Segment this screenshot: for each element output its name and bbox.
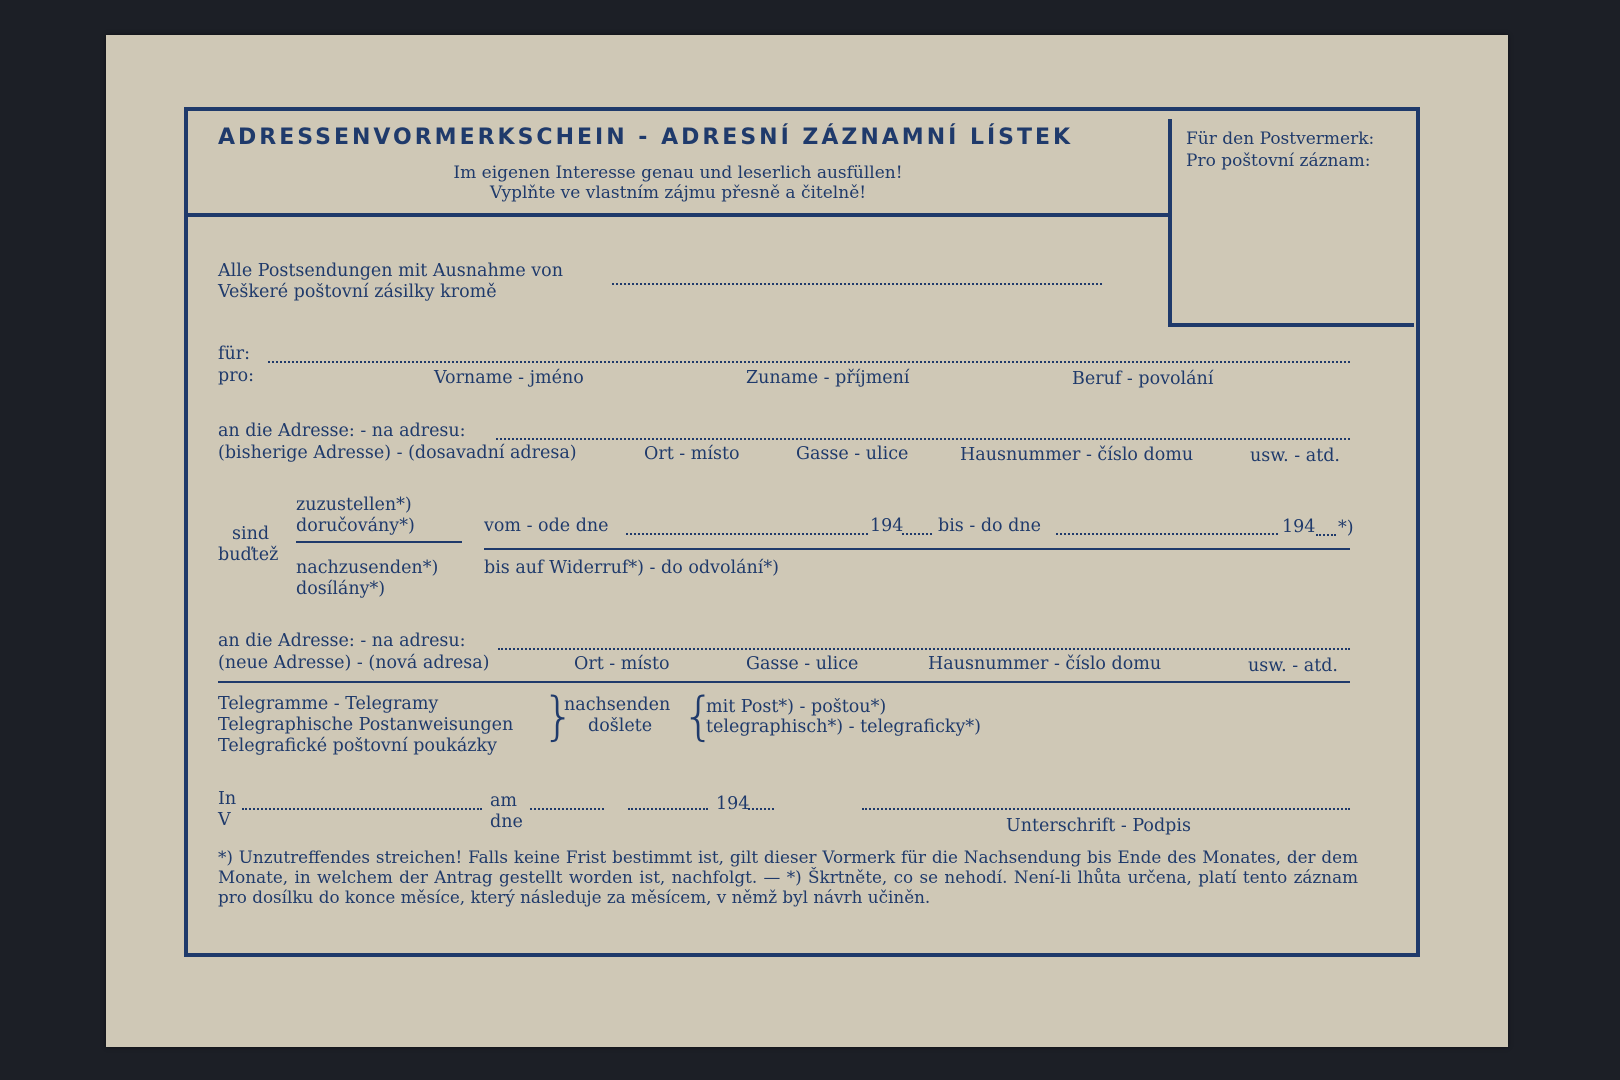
signature-label: Unterschrift - Podpis — [1006, 816, 1191, 836]
place-label-de: In — [218, 789, 237, 809]
telegram-by-post: mit Post*) - poštou*) — [706, 697, 887, 717]
old-address-house-label: Hausnummer - číslo domu — [960, 445, 1194, 465]
shipments-label-cs: Veškeré poštovní zásilky kromě — [218, 282, 497, 302]
from-year-label: 194 — [870, 516, 904, 536]
old-address-label: an die Adresse: - na adresu: — [218, 421, 466, 441]
recipient-name-field[interactable] — [268, 361, 1350, 363]
profession-label: Beruf - povolání — [1072, 369, 1214, 389]
telegram-item-1: Telegramme - Telegramy — [218, 694, 439, 714]
recipient-label-cs: pro: — [218, 366, 254, 386]
to-date-label: bis - do dne — [938, 516, 1041, 536]
signature-year-label: 194 — [716, 794, 750, 814]
form-title: ADRESSENVORMERKSCHEIN - ADRESNÍ ZÁZNAMNÍ LÍSTEK — [218, 125, 1074, 150]
deliver-divider — [296, 541, 462, 543]
telegram-by-telegraph: telegraphisch*) - telegraficky*) — [706, 717, 981, 737]
shipments-exception-field[interactable] — [612, 283, 1102, 285]
postal-form-card — [106, 35, 1508, 1047]
date-label-cs: dne — [490, 812, 523, 832]
deliver-cs-label: doručovány*) — [296, 516, 415, 536]
budtez-label: buďtež — [218, 545, 279, 565]
revocation-label: bis auf Widerruf*) - do odvolání*) — [484, 558, 779, 578]
from-date-label: vom - ode dne — [484, 516, 609, 536]
signature-month-field[interactable] — [628, 808, 708, 810]
new-address-field[interactable] — [498, 648, 1350, 650]
delivery-divider — [484, 548, 1350, 550]
form-header — [188, 111, 1168, 217]
old-address-field[interactable] — [496, 438, 1350, 440]
old-address-place-label: Ort - místo — [644, 444, 740, 464]
old-address-etc-label: usw. - atd. — [1250, 446, 1340, 466]
to-year-footnote-mark: *) — [1338, 518, 1354, 538]
right-brace-icon: } — [542, 687, 576, 747]
subtitle-de: Im eigenen Interesse genau und leserlich ausfüllen! — [453, 163, 903, 183]
new-address-street-label: Gasse - ulice — [746, 654, 859, 674]
forward-de-label: nachzusenden*) — [296, 558, 439, 578]
postal-note-box[interactable] — [1168, 119, 1414, 327]
to-year-label: 194 — [1282, 517, 1316, 537]
first-name-label: Vorname - jméno — [434, 368, 584, 388]
signature-place-field[interactable] — [242, 808, 482, 810]
footnote: *) Unzutreffendes streichen! Falls keine Frist bestimmt ist, gilt dieser Vormerk für die Nachsendung bis Ende des Monates, der dem Monate, in welchem der Antrag gestellt worden ist, nachfolgt. — *) Škrtněte, co se nehodí. Není-li lhůta určena, platí tento záznam pro dosílku do konce měsíce, který následuje za měsícem, v němž byl návrh učiněn. — [218, 847, 1358, 908]
date-label-de: am — [490, 791, 518, 811]
place-label-cs: V — [218, 810, 231, 830]
new-address-etc-label: usw. - atd. — [1248, 656, 1338, 676]
old-address-sublabel: (bisherige Adresse) - (dosavadní adresa) — [218, 443, 577, 463]
deliver-de-label: zuzustellen*) — [296, 495, 412, 515]
left-brace-icon: { — [682, 687, 716, 747]
telegram-item-2: Telegraphische Postanweisungen — [218, 715, 514, 735]
telegram-item-3: Telegrafické poštovní poukázky — [218, 736, 497, 756]
new-address-place-label: Ort - místo — [574, 654, 670, 674]
signature-day-field[interactable] — [530, 808, 604, 810]
last-name-label: Zuname - příjmení — [746, 368, 910, 388]
form-frame — [184, 107, 1420, 957]
recipient-label-de: für: — [218, 344, 251, 364]
new-address-label: an die Adresse: - na adresu: — [218, 631, 466, 651]
from-date-field[interactable] — [626, 533, 868, 535]
signature-year-field[interactable] — [748, 808, 774, 810]
old-address-street-label: Gasse - ulice — [796, 444, 909, 464]
telegram-forward-cs: došlete — [588, 716, 653, 736]
forward-cs-label: dosílány*) — [296, 579, 386, 599]
telegram-divider — [218, 681, 1350, 683]
postal-note-label-cs: Pro poštovní záznam: — [1186, 151, 1371, 171]
postal-note-label-de: Für den Postvermerk: — [1186, 129, 1375, 149]
sind-label: sind — [232, 524, 270, 544]
from-year-field[interactable] — [902, 533, 932, 535]
telegram-forward-de: nachsenden — [564, 695, 671, 715]
new-address-house-label: Hausnummer - číslo domu — [928, 654, 1162, 674]
subtitle-cs: Vyplňte ve vlastním zájmu přesně a čitelně! — [489, 183, 867, 203]
signature-field[interactable] — [862, 808, 1350, 810]
to-date-field[interactable] — [1056, 533, 1278, 535]
to-year-field[interactable] — [1316, 534, 1336, 536]
new-address-sublabel: (neue Adresse) - (nová adresa) — [218, 653, 490, 673]
shipments-label-de: Alle Postsendungen mit Ausnahme von — [218, 261, 563, 281]
